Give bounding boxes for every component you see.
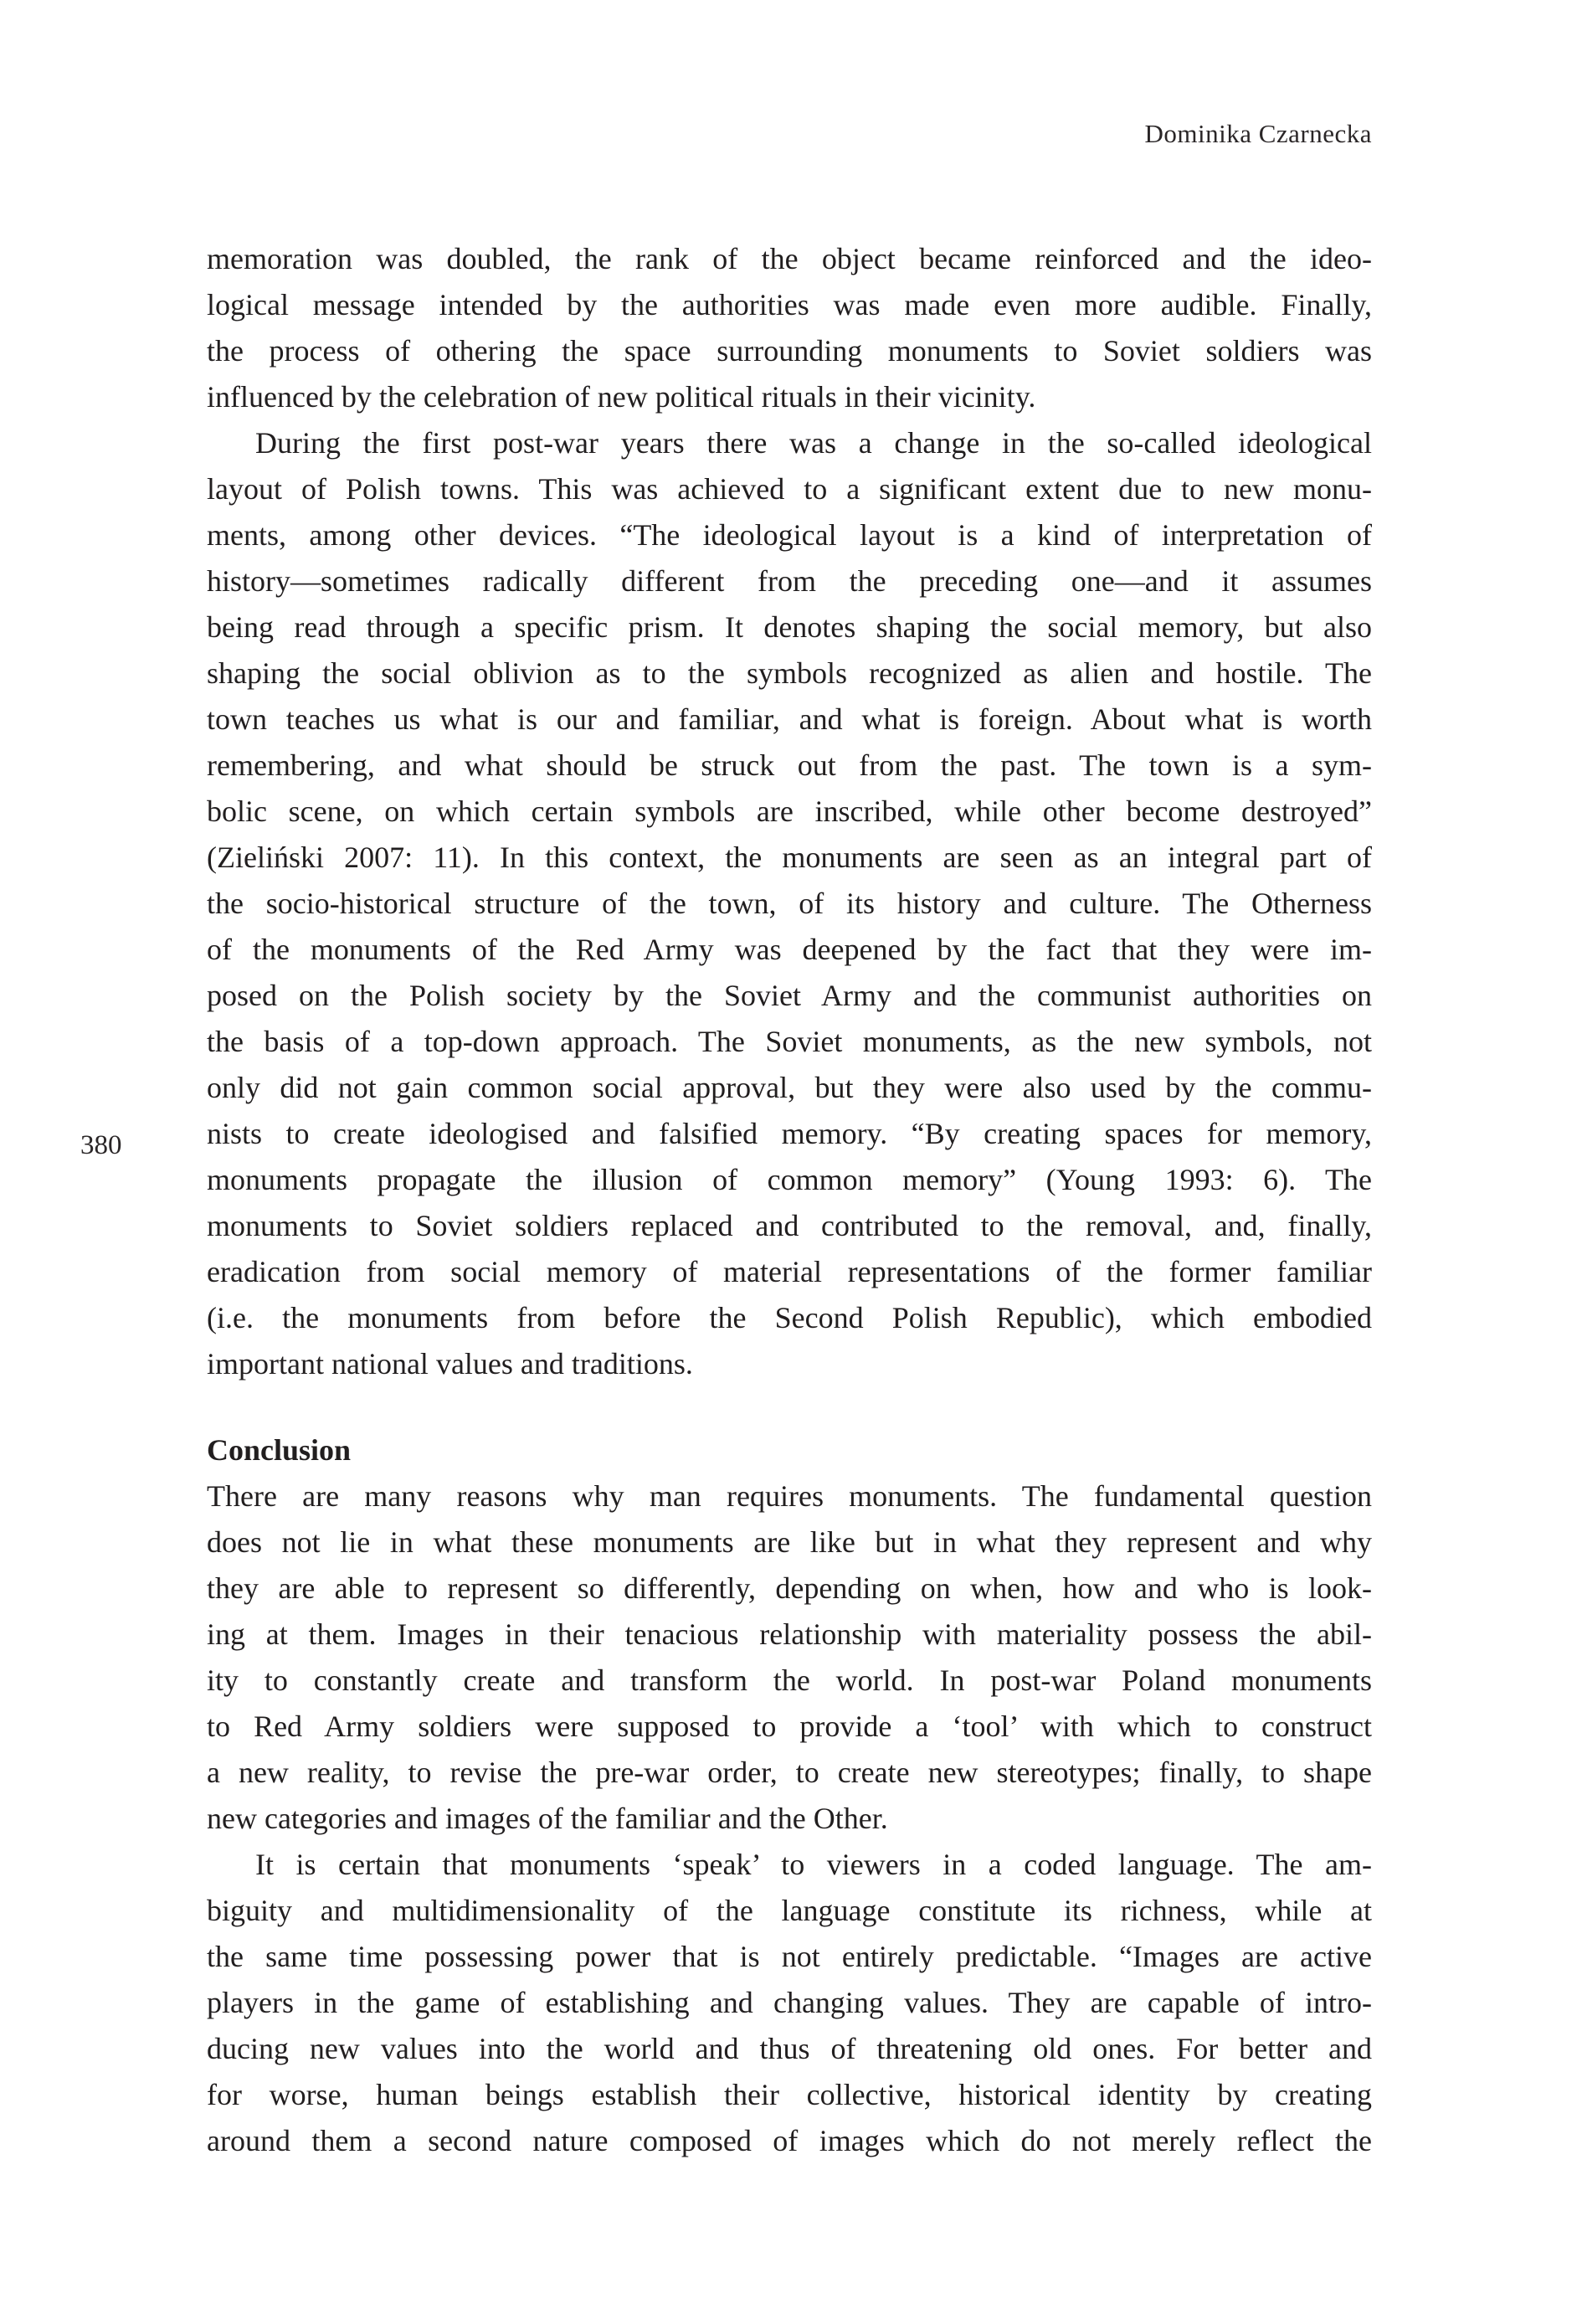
text-line: being read through a specific prism. It denotes shaping the social memory, but also — [207, 610, 1372, 644]
text-line: remembering, and what should be struck out from the past. The town is a sym- — [207, 748, 1372, 782]
text-line: ducing new values into the world and thus of threatening old ones. For better and — [207, 2032, 1372, 2065]
text-line: town teaches us what is our and familiar, and what is foreign. About what is worth — [207, 702, 1372, 736]
text-line: There are many reasons why man requires monuments. The fundamental question — [207, 1479, 1372, 1513]
text-line: influenced by the celebration of new political rituals in their vicinity. — [207, 380, 1036, 414]
page-number: 380 — [80, 1130, 122, 1160]
paragraph — [207, 1842, 1372, 2164]
text-line: eradication from social memory of material representations of the former familiar — [207, 1255, 1372, 1288]
text-line: logical message intended by the authorities was made even more audible. Finally, — [207, 288, 1372, 321]
text-line: the basis of a top-down approach. The Soviet monuments, as the new symbols, not — [207, 1025, 1372, 1058]
text-line: does not lie in what these monuments are like but in what they represent and why — [207, 1525, 1372, 1559]
text-line: ing at them. Images in their tenacious relationship with materiality possess the abil- — [207, 1617, 1372, 1651]
text-line: only did not gain common social approval, but they were also used by the commu- — [207, 1071, 1372, 1104]
text-line: the socio-historical structure of the town, of its history and culture. The Otherness — [207, 887, 1372, 920]
text-line: for worse, human beings establish their collective, historical identity by creating — [207, 2078, 1372, 2111]
paragraph — [207, 236, 1372, 420]
text-line: monuments propagate the illusion of common memory” (Young 1993: 6). The — [207, 1163, 1372, 1196]
section-heading: Conclusion — [207, 1433, 352, 1467]
text-line: to Red Army soldiers were supposed to provide a ‘tool’ with which to construct — [207, 1710, 1372, 1743]
text-line: of the monuments of the Red Army was deepened by the fact that they were im- — [207, 933, 1372, 966]
text-line: bolic scene, on which certain symbols are inscribed, while other become destroyed” — [207, 794, 1372, 828]
text-line: (Zieliński 2007: 11). In this context, the monuments are seen as an integral part of — [207, 841, 1372, 874]
text-line: During the first post-war years there was a change in the so-called ideological — [255, 426, 1372, 460]
text-line: new categories and images of the familiar and the Other. — [207, 1802, 888, 1835]
text-line: layout of Polish towns. This was achieved to a significant extent due to new monu- — [207, 472, 1372, 506]
text-line: nists to create ideologised and falsified memory. “By creating spaces for memory, — [207, 1117, 1372, 1150]
text-line: history—sometimes radically different from the preceding one—and it assumes — [207, 564, 1372, 598]
text-block — [207, 236, 1372, 2164]
text-line: ments, among other devices. “The ideological layout is a kind of interpretation of — [207, 518, 1372, 552]
text-line: the process of othering the space surrounding monuments to Soviet soldiers was — [207, 334, 1372, 368]
text-line: they are able to represent so differently, depending on when, how and who is look- — [207, 1571, 1372, 1605]
text-line: ity to constantly create and transform the world. In post-war Poland monuments — [207, 1663, 1372, 1697]
text-line: memoration was doubled, the rank of the object became reinforced and the ideo- — [207, 242, 1372, 275]
running-head: Dominika Czarnecka — [1144, 119, 1372, 148]
paragraph — [207, 1473, 1372, 1842]
text-line: a new reality, to revise the pre-war order, to create new stereotypes; finally, to shape — [207, 1756, 1372, 1789]
text-line: players in the game of establishing and changing values. They are capable of intro- — [207, 1986, 1372, 2019]
text-line: important national values and traditions. — [207, 1347, 693, 1381]
text-line: (i.e. the monuments from before the Second Polish Republic), which embodied — [207, 1301, 1372, 1334]
text-line: the same time possessing power that is not entirely predictable. “Images are active — [207, 1940, 1372, 1973]
text-line: shaping the social oblivion as to the symbols recognized as alien and hostile. The — [207, 656, 1372, 690]
text-line: around them a second nature composed of images which do not merely reflect the — [207, 2124, 1372, 2157]
text-line: It is certain that monuments ‘speak’ to viewers in a coded language. The am- — [255, 1848, 1372, 1881]
text-line: posed on the Polish society by the Soviet Army and the communist authorities on — [207, 979, 1372, 1012]
text-line: biguity and multidimensionality of the language constitute its richness, while at — [207, 1894, 1372, 1927]
text-line: monuments to Soviet soldiers replaced and contributed to the removal, and, finally, — [207, 1209, 1372, 1242]
paragraph — [207, 420, 1372, 1387]
